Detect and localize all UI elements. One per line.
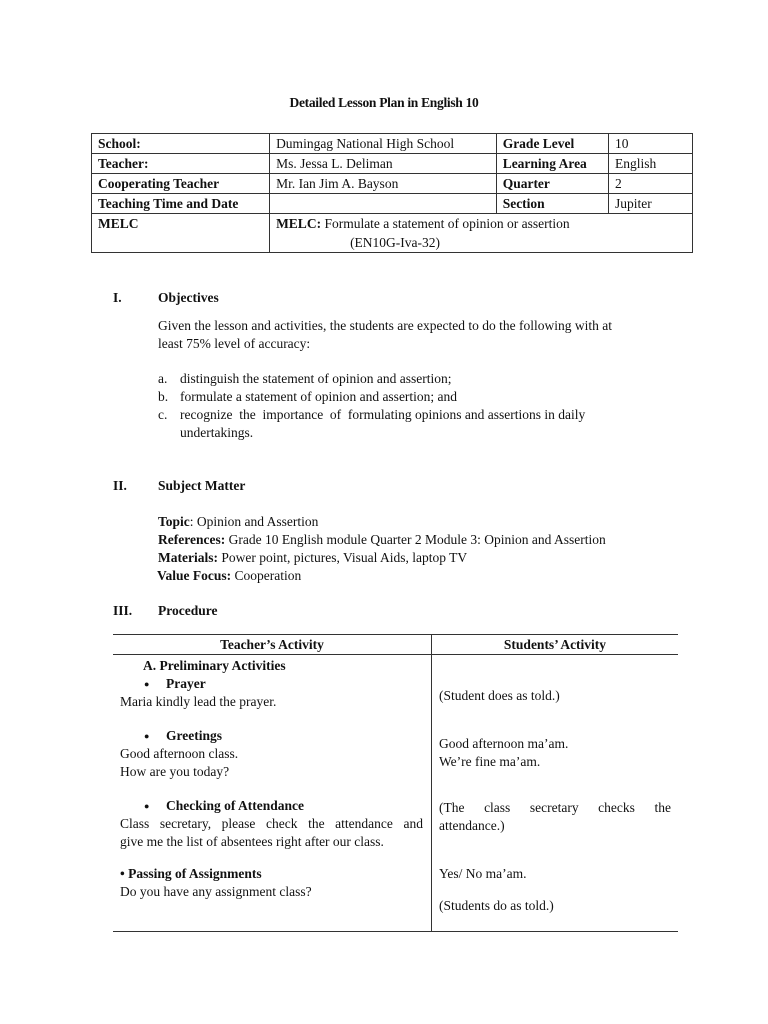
students-activity-header: Students’ Activity <box>432 635 679 655</box>
list-text: undertakings. <box>180 425 254 440</box>
list-item <box>158 406 678 424</box>
list-marker: b. <box>158 389 169 404</box>
prayer-response: (Student does as told.) <box>439 688 560 703</box>
list-marker: c. <box>158 407 168 422</box>
list-text: distinguish the statement of opinion and assertion; <box>180 371 452 386</box>
materials-label: Materials: <box>158 550 218 565</box>
attendance-text-1: Class secretary, please check the attendance and <box>120 816 423 831</box>
teacher-value: Ms. Jessa L. Deliman <box>270 154 497 174</box>
section-label: Section <box>496 194 608 214</box>
coop-value: Mr. Ian Jim A. Bayson <box>270 174 497 194</box>
greetings-heading: ● Greetings <box>166 727 222 745</box>
value-focus-label: Value Focus: <box>157 568 232 583</box>
assignments-response-2: (Students do as told.) <box>439 898 554 913</box>
attendance-response-1: (The class secretary checks the <box>439 800 671 815</box>
document-title: Detailed Lesson Plan in English 10 <box>289 95 479 110</box>
list-item-continuation <box>158 424 678 442</box>
references-value: Grade 10 English module Quarter 2 Module 3: Opinion and Assertion <box>225 532 606 547</box>
objectives-number: I. <box>113 290 122 305</box>
materials-value: Power point, pictures, Visual Aids, laptop TV <box>217 550 468 565</box>
assignments-response-1: Yes/ No ma’am. <box>439 866 527 881</box>
school-label: School: <box>92 134 270 154</box>
objectives-intro <box>158 317 678 353</box>
topic-label: Topic <box>158 514 190 529</box>
objectives-heading: Objectives <box>158 290 219 305</box>
topic-line <box>158 513 606 531</box>
section-value: Jupiter <box>608 194 692 214</box>
prayer-heading: ● Prayer <box>166 675 206 693</box>
melc-code: (EN10G-Iva-32) <box>350 235 441 250</box>
time-label: Teaching Time and Date <box>92 194 270 214</box>
melc-text: Formulate a statement of opinion or assertion <box>324 216 570 231</box>
subject-details <box>158 513 606 585</box>
melc-prefix: MELC: <box>276 216 322 231</box>
procedure-number: III. <box>113 603 133 618</box>
coop-label: Cooperating Teacher <box>92 174 270 194</box>
school-value: Dumingag National High School <box>270 134 497 154</box>
value-focus-line <box>157 567 606 585</box>
value-focus-value: Cooperation <box>231 568 302 583</box>
objectives-intro-line2: least 75% level of accuracy: <box>158 336 311 351</box>
assignments-text: Do you have any assignment class? <box>120 884 312 899</box>
table-row <box>92 174 693 194</box>
table-row <box>113 655 678 932</box>
teacher-activity-header: Teacher’s Activity <box>113 635 432 655</box>
procedure-heading: Procedure <box>158 603 218 618</box>
list-text: recognize the importance of formulating opinions and assertions in daily <box>180 407 586 422</box>
area-value: English <box>608 154 692 174</box>
list-text: formulate a statement of opinion and assertion; and <box>180 389 458 404</box>
teacher-activity-cell <box>113 655 432 932</box>
attendance-response-2: attendance.) <box>439 818 505 833</box>
list-item <box>158 388 678 406</box>
references-line <box>158 531 606 549</box>
list-marker: a. <box>158 371 168 386</box>
area-label: Learning Area <box>496 154 608 174</box>
students-activity-cell <box>432 655 679 932</box>
preliminary-heading: A. Preliminary Activities <box>143 658 286 673</box>
attendance-heading: ● Checking of Attendance <box>166 797 304 815</box>
greetings-text-1: Good afternoon class. <box>120 746 239 761</box>
procedure-table <box>113 634 678 932</box>
quarter-label: Quarter <box>496 174 608 194</box>
subject-heading: Subject Matter <box>158 478 246 493</box>
greetings-response-1: Good afternoon ma’am. <box>439 736 569 751</box>
greetings-response-2: We’re fine ma’am. <box>439 754 541 769</box>
melc-label: MELC <box>92 214 270 253</box>
objectives-intro-line1: Given the lesson and activities, the students are expected to do the following with at <box>158 318 613 333</box>
greetings-text-2: How are you today? <box>120 764 230 779</box>
table-row <box>92 214 693 253</box>
melc-value <box>270 214 693 253</box>
objectives-list <box>158 370 678 442</box>
table-header-row <box>113 635 678 655</box>
assignments-heading: • Passing of Assignments <box>120 866 262 881</box>
table-row <box>92 194 693 214</box>
attendance-text-2: give me the list of absentees right after our class. <box>120 834 384 849</box>
quarter-value: 2 <box>608 174 692 194</box>
grade-value: 10 <box>608 134 692 154</box>
teacher-label: Teacher: <box>92 154 270 174</box>
topic-value: : Opinion and Assertion <box>189 514 319 529</box>
grade-label: Grade Level <box>496 134 608 154</box>
prayer-text: Maria kindly lead the prayer. <box>120 694 277 709</box>
table-row <box>92 134 693 154</box>
subject-number: II. <box>113 478 127 493</box>
table-row <box>92 154 693 174</box>
materials-line <box>158 549 606 567</box>
list-item <box>158 370 678 388</box>
references-label: References: <box>158 532 226 547</box>
time-value <box>270 194 497 214</box>
info-table <box>91 133 693 253</box>
